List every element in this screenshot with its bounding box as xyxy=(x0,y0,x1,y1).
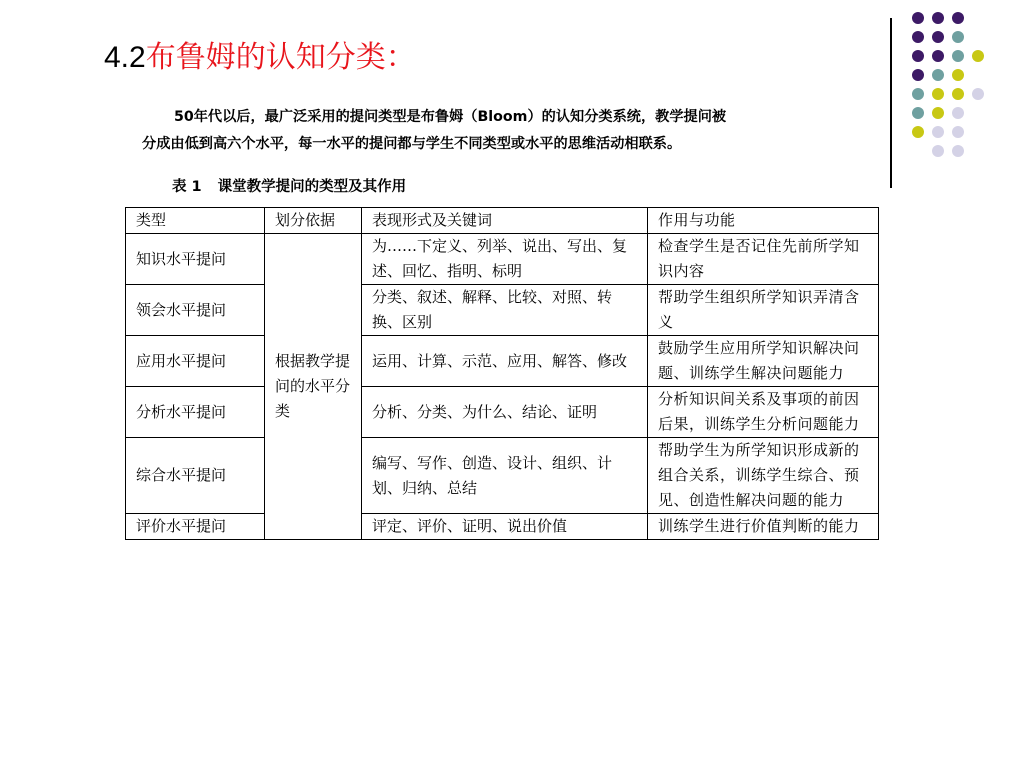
intro-line-2: 分成由低到高六个水平，每一水平的提问都与学生不同类型或水平的思维活动相联系。 xyxy=(142,136,682,152)
decorative-dot xyxy=(952,31,964,43)
caption-title: 课堂教学提问的类型及其作用 xyxy=(217,179,407,195)
decorative-dot-grid xyxy=(0,0,1024,200)
cell-form: 编写、写作、创造、设计、组织、计划、归纳、总结 xyxy=(362,438,648,514)
intro-line-1: 50年代以后，最广泛采用的提问类型是布鲁姆（Bloom）的认知分类系统，教学提问被 xyxy=(174,109,727,125)
cell-form: 评定、评价、证明、说出价值 xyxy=(362,514,648,540)
question-types-table xyxy=(125,207,879,540)
decorative-dot xyxy=(952,126,964,138)
cell-form: 分析、分类、为什么、结论、证明 xyxy=(362,387,648,438)
cell-type: 评价水平提问 xyxy=(126,514,265,540)
cell-type: 应用水平提问 xyxy=(126,336,265,387)
decorative-dot xyxy=(952,145,964,157)
table-header-row xyxy=(126,208,879,234)
table-row xyxy=(126,234,879,285)
title-text: 布鲁姆的认知分类： xyxy=(145,40,416,75)
header-form: 表现形式及关键词 xyxy=(362,208,648,234)
table-caption xyxy=(172,176,406,198)
decorative-dot xyxy=(972,88,984,100)
decorative-dot xyxy=(952,12,964,24)
decorative-dot xyxy=(952,50,964,62)
decorative-dot xyxy=(912,107,924,119)
decorative-dot xyxy=(912,69,924,81)
decorative-dot xyxy=(952,69,964,81)
decorative-dot xyxy=(932,88,944,100)
decorative-dot xyxy=(932,31,944,43)
decorative-dot xyxy=(972,50,984,62)
intro-paragraph xyxy=(142,104,898,158)
cell-function: 训练学生进行价值判断的能力 xyxy=(648,514,879,540)
decorative-dot xyxy=(932,126,944,138)
cell-form: 为……下定义、列举、说出、写出、复述、回忆、指明、标明 xyxy=(362,234,648,285)
table-row xyxy=(126,514,879,540)
cell-function: 帮助学生组织所学知识弄清含义 xyxy=(648,285,879,336)
decorative-dot xyxy=(932,107,944,119)
decorative-dot xyxy=(912,12,924,24)
decorative-dot xyxy=(912,126,924,138)
cell-form: 分类、叙述、解释、比较、对照、转换、区别 xyxy=(362,285,648,336)
header-type: 类型 xyxy=(126,208,265,234)
decorative-dot xyxy=(932,12,944,24)
cell-type: 综合水平提问 xyxy=(126,438,265,514)
decorative-dot xyxy=(932,69,944,81)
cell-function: 帮助学生为所学知识形成新的组合关系，训练学生综合、预见、创造性解决问题的能力 xyxy=(648,438,879,514)
cell-form: 运用、计算、示范、应用、解答、修改 xyxy=(362,336,648,387)
decorative-dot xyxy=(932,145,944,157)
cell-type: 知识水平提问 xyxy=(126,234,265,285)
decorative-dot xyxy=(952,88,964,100)
decorative-dot xyxy=(932,50,944,62)
cell-basis: 根据教学提问的水平分类 xyxy=(265,234,362,540)
decorative-dot xyxy=(952,107,964,119)
decorative-dot xyxy=(912,88,924,100)
caption-label: 表 1 xyxy=(172,179,202,195)
table-row xyxy=(126,285,879,336)
cell-function: 分析知识间关系及事项的前因后果，训练学生分析问题能力 xyxy=(648,387,879,438)
vertical-divider xyxy=(890,18,892,188)
cell-function: 检查学生是否记住先前所学知识内容 xyxy=(648,234,879,285)
decorative-dot xyxy=(912,50,924,62)
table-row xyxy=(126,336,879,387)
header-basis: 划分依据 xyxy=(265,208,362,234)
cell-type: 领会水平提问 xyxy=(126,285,265,336)
cell-function: 鼓励学生应用所学知识解决问题、训练学生解决问题能力 xyxy=(648,336,879,387)
title-number: 4.2 xyxy=(104,41,146,74)
table-row xyxy=(126,438,879,514)
table-row xyxy=(126,387,879,438)
cell-type: 分析水平提问 xyxy=(126,387,265,438)
slide-title xyxy=(104,36,416,80)
header-function: 作用与功能 xyxy=(648,208,879,234)
decorative-dot xyxy=(912,31,924,43)
